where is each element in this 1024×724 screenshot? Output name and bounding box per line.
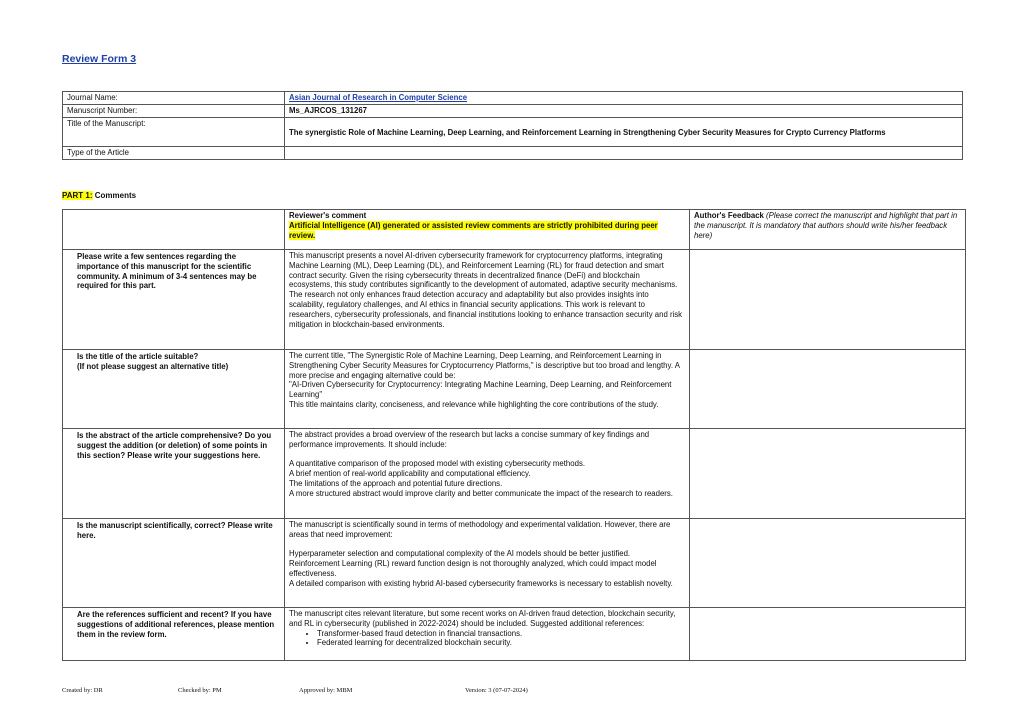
comment-text: This manuscript presents a novel AI-driven cybersecurity framework for cryptocurrency platforms, integrating Machine Learning (ML), Deep Learning (DL), and Reinforcement Learning (RL) for fraud detection and smart contract security. Given the rising cybersecurity threats in decentralized finance (DeFi) and blockchain ecosystems, this study contributes significantly to the development of automated, adaptive security mechanisms. The research not only enhances fraud detection accuracy and adaptability but also provides insights into scalability, regulatory challenges, and AI ethics in financial security applications. This work is relevant to researchers, cybersecurity professionals, and financial institutions looking to enhance transaction security and risk mitigation in blockchain-based environments. <box>289 251 683 329</box>
reference-bullet: • Transformer-based fraud detection in financial transactions. <box>317 629 685 639</box>
comment-text: The current title, "The Synergistic Role of Machine Learning, Deep Learning, and Reinforcement Learning in Strengthening Cyber Security Measures for Cryptocurrency Platforms," is descriptive but too broad and lengthy. A more precise and engaging alternative could be: <box>289 351 680 380</box>
author-note: (Please correct the manuscript and highlight that part in the manuscript. It is mandatory that authors should write his/her feedback here) <box>694 211 958 240</box>
manuscript-info-table <box>62 91 963 160</box>
reviewer-comment <box>285 429 690 519</box>
comments-table <box>62 209 966 661</box>
title-label: Title of the Manuscript: <box>63 118 285 147</box>
number-label: Manuscript Number: <box>63 105 285 118</box>
comment-text: "AI-Driven Cybersecurity for Cryptocurrency: Integrating Machine Learning, Deep Learning, and Reinforcement Learning" <box>289 380 672 400</box>
comment-text: A detailed comparison with existing hybrid AI-based cybersecurity frameworks is necessary to establish novelty. <box>289 578 673 588</box>
question: Is the manuscript scientifically, correct? Please write here. <box>63 519 285 608</box>
comment-text: This title maintains clarity, conciseness, and relevance while highlighting the core contributions of the study. <box>289 399 659 409</box>
ai-notice: Artificial Intelligence (AI) generated or assisted review comments are strictly prohibited during peer review. <box>289 220 658 240</box>
part-label: PART 1: <box>62 191 93 200</box>
footer-checked: Checked by: PM <box>178 687 222 694</box>
author-feedback-field[interactable] <box>690 519 966 608</box>
form-title: Review Form 3 <box>62 53 137 65</box>
author-feedback-field[interactable] <box>690 608 966 661</box>
article-type <box>285 147 963 160</box>
reviewer-comment <box>285 350 690 429</box>
reviewer-header <box>285 210 690 250</box>
reviewer-comment <box>285 519 690 608</box>
comment-text: The manuscript is scientifically sound in terms of methodology and experimental validation. However, there are areas that need improvement: <box>289 520 671 539</box>
question: Are the references sufficient and recent? If you have suggestions of additional references, please mention them in the review form. <box>63 608 285 661</box>
comment-text: The limitations of the approach and potential future directions. <box>289 478 503 488</box>
header-empty <box>63 210 285 250</box>
part-title: Comments <box>92 191 137 200</box>
comment-text: A brief mention of real-world applicability and computational efficiency. <box>289 469 531 479</box>
comment-text: A more structured abstract would improve clarity and better communicate the impact of the research to readers. <box>289 488 673 498</box>
reference-bullet: • Federated learning for decentralized blockchain security. <box>317 638 685 648</box>
comment-text: The manuscript cites relevant literature, but some recent works on AI-driven fraud detection, blockchain security, and RL in cybersecurity (published in 2022-2024) should be included. Suggested additional references: <box>289 609 676 628</box>
journal-label: Journal Name: <box>63 92 285 105</box>
manuscript-title: The synergistic Role of Machine Learning, Deep Learning, and Reinforcement Learning in Strengthening Cyber Security Measures for Crypto Currency Platforms <box>285 118 963 147</box>
manuscript-number: Ms_AJRCOS_131267 <box>285 105 963 118</box>
question: Is the abstract of the article comprehensive? Do you suggest the addition (or deletion) of some points in this section? Please write your suggestions here. <box>63 429 285 519</box>
footer-version: Version: 3 (07-07-2024) <box>465 687 528 694</box>
author-heading: Author's Feedback <box>694 211 764 220</box>
author-feedback-field[interactable] <box>690 429 966 519</box>
comment-text: The abstract provides a broad overview of the research but lacks a concise summary of key findings and performance improvements. It should include: <box>289 430 650 449</box>
reviewer-comment <box>285 250 690 350</box>
footer-created: Created by: DR <box>62 687 103 694</box>
author-header <box>690 210 966 250</box>
reviewer-comment <box>285 608 690 661</box>
question: Is the title of the article suitable? (If not please suggest an alternative title) <box>63 350 285 429</box>
journal-link[interactable]: Asian Journal of Research in Computer Science <box>289 93 468 102</box>
author-feedback-field[interactable] <box>690 350 966 429</box>
reviewer-heading: Reviewer's comment <box>289 211 367 220</box>
part-heading <box>62 191 136 201</box>
comment-text: Reinforcement Learning (RL) reward function design is not thoroughly analyzed, which could impact model effectiveness. <box>289 559 657 578</box>
comment-text: Hyperparameter selection and computational complexity of the AI models should be better justified. <box>289 549 631 559</box>
question: Please write a few sentences regarding the importance of this manuscript for the scientific community. A minimum of 3-4 sentences may be required for this part. <box>63 250 285 350</box>
footer-approved: Approved by: MBM <box>299 687 353 694</box>
comment-text: A quantitative comparison of the proposed model with existing cybersecurity methods. <box>289 459 586 469</box>
type-label: Type of the Article <box>63 147 285 160</box>
author-feedback-field[interactable] <box>690 250 966 350</box>
